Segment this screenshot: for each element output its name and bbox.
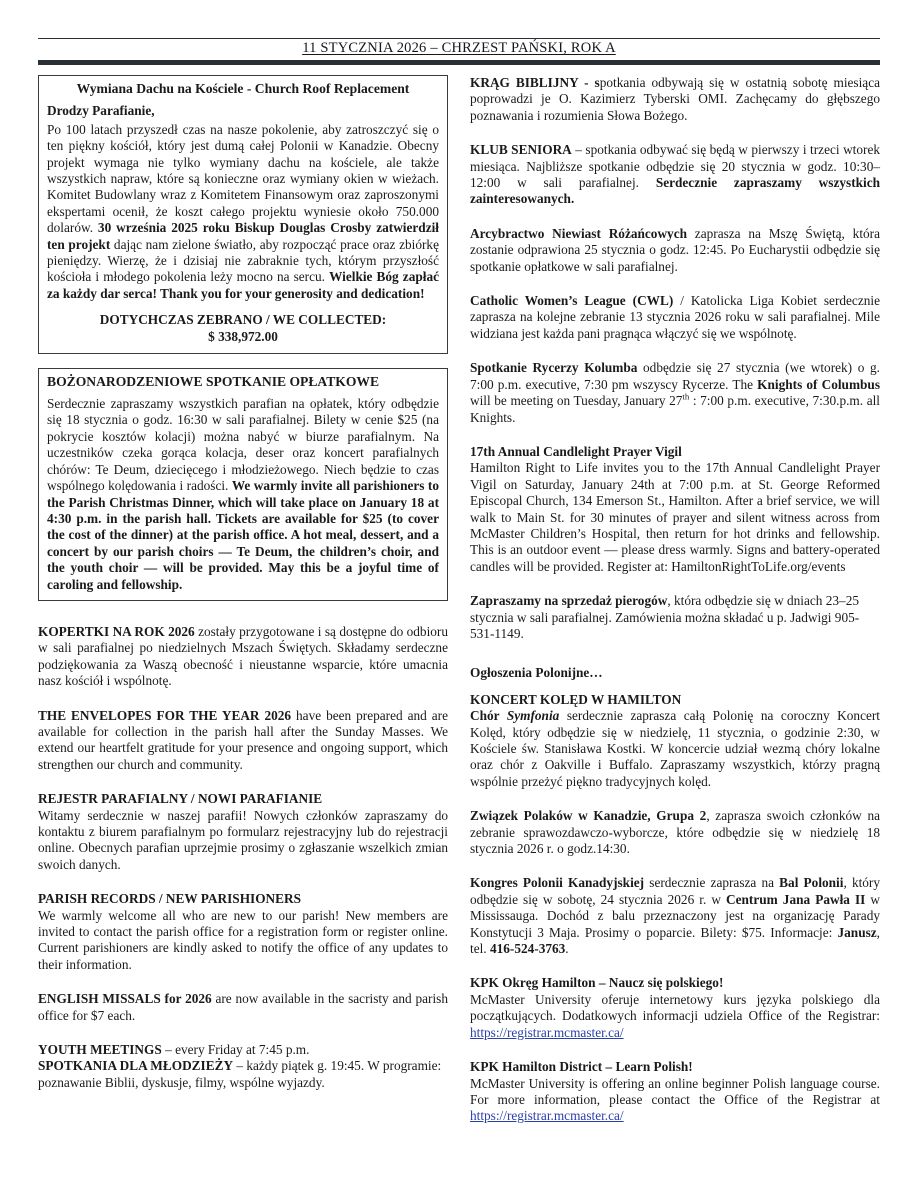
registry-en-heading: PARISH RECORDS / NEW PARISHIONERS [38,891,302,907]
spacer [470,966,880,975]
spacer [38,1033,448,1042]
spacer [470,866,880,875]
masthead [38,38,880,65]
koncert-heading: KONCERT KOLĘD W HAMILTON [470,691,682,707]
spacer [470,584,880,593]
spacer [38,615,448,624]
spacer [470,1050,880,1059]
pierogi-paragraph: Zapraszamy na sprzedaż pierogów, która odbędzie się w dniach 23–25 stycznia w sali parafialnej. Zamówienia można składać u p. Jadwigi 905-531-1149. [470,593,860,641]
spacer [38,699,448,708]
left-column [38,75,448,1100]
right-column [470,75,880,1134]
knights-of-columbus-paragraph: Spotkanie Rycerzy Kolumba odbędzie się 27 stycznia (we wtorek) o g. 7:00 p.m. executive, 7:30 pm wszyscy Rycerze. The Knights of Columbus will be meeting on Tuesday, January 27th : 7:00 p.m. executive, 7:30.p.m. all Knights. [470,360,880,425]
kpk-en-heading: KPK Hamilton District – Learn Polish! [470,1059,693,1075]
spacer [470,651,880,665]
bible-circle-paragraph: KRĄG BIBLIJNY - spotkania odbywają się w ostatnią sobotę miesiąca poprowadzi je O. Kazimierz Tyberski OMI. Zachęcamy do głębszego poznawania i rozumienia Słowa Bożego. [470,75,880,123]
spacer [470,435,880,444]
christmas-dinner-box [38,368,448,601]
collected-label: DOTYCHCZAS ZEBRANO / WE COLLECTED: [99,312,387,328]
envelopes-pl-paragraph: KOPERTKI NA ROK 2026 zostały przygotowane i są dostępne do odbioru w sali parafialnej po niedzielnych Mszach Świętych. Składamy serdeczne podziękowania za Waszą obecność i nieustanne wsparcie, które umacnia nasz kościół i wspólnotę. [38,623,449,689]
zwiazek-polakow-paragraph: Związek Polaków w Kanadzie, Grupa 2, zaprasza swoich członków na zebranie sprawozdawczo-wyborcze, które odbędzie się w niedzielę 18 stycznia 2026 r. o godz.14:30. [470,808,880,857]
spacer [38,782,448,791]
envelopes-en-paragraph: THE ENVELOPES FOR THE YEAR 2026 have been prepared and are available for collection in the parish hall after the Sunday Masses. We extend our heartfelt gratitude for your presence and ongoing support, which strengthen our church and community. [38,707,448,772]
masthead-rule-bottom [38,60,880,65]
collected-amount: $ 338,972.00 [208,329,278,345]
ordinal-suffix: th [682,391,690,402]
roof-replacement-box [38,75,448,354]
senior-club-paragraph: KLUB SENIORA – spotkania odbywać się będą w pierwszy i trzeci wtorek miesiąca. Najbliższe spotkanie odbędzie się 20 stycznia w godz. 10:30–12:00 w sali parafialnej. Serdecznie zapraszamy wszystkich zainteresowanych. [470,142,881,207]
oplatek-box-title: BOŻONARODZENIOWE SPOTKANIE OPŁATKOWE [47,373,380,389]
roof-box-salutation: Drodzy Parafianie, [47,103,155,119]
spacer [470,217,880,226]
youth-meetings-pl: SPOTKANIA DLA MŁODZIEŻY – każdy piątek g. 19:45. W programie: poznawanie Biblii, dyskusje, filmy, wspólne wyjazdy. [38,1058,442,1090]
page-title: 11 STYCZNIA 2026 – CHRZEST PAŃSKI, ROK A [302,40,616,56]
registrar-link-pl[interactable]: https://registrar.mcmaster.ca/ [470,1024,624,1040]
spacer [38,982,448,991]
spacer [38,882,448,891]
spacer [470,284,880,293]
two-column-layout [38,75,880,1134]
kpk-en-body: McMaster University is offering an online beginner Polish language course. For more information, please contact the Office of the Registrar at https://registrar.mcmaster.ca/ [470,1075,880,1124]
registry-pl-body: Witamy serdecznie w naszej parafii! Nowych członków zapraszamy do kontaktu z biurem parafialnym po formularz rejestracyjny lub do rejestracji online. Obecnych parafian uprzejmie prosimy o zgłaszanie wszelkich zmian swoich danych. [38,807,448,872]
vigil-heading: 17th Annual Candlelight Prayer Vigil [470,443,682,459]
cwl-paragraph: Catholic Women’s League (CWL) / Katolicka Liga Kobiet serdecznie zaprasza na kolejne zebranie 13 stycznia 2026 roku w sali parafialnej. Mile widziana jest każda pani pragnąca włączyć się we wspólnotę. [470,293,880,341]
kpk-pl-heading: KPK Okręg Hamilton – Naucz się polskiego! [470,975,724,991]
registrar-link-en[interactable]: https://registrar.mcmaster.ca/ [470,1108,624,1124]
roof-box-body: Po 100 latach przyszedł czas na nasze pokolenie, aby zatroszczyć się o ten piękny kościół, który jest dumą całej Polonii w Kanadzie. Obecny projekt wymaga nie tylko wymiany dachu na kościele, ale także wszystkich napraw, które są konieczne oraz wymiany okien w wieżach. Komitet Budowlany wraz z Komitetem Finansowym oraz zaproszonymi ekspertami ocenił, że koszt całego projektu wyniesie około 750.000 dolarów. 30 września 2025 roku Biskup Douglas Crosby zatwierdził ten projekt dając nam zielone światło, aby rozpocząć prace oraz zbiórkę pieniędzy. Wierzę, że i dzisiaj nie zabraknie tych, którym przyszłość kościoła i młodego pokolenia leży mocno na sercu. Wielkie Bóg zapłać za każdy dar serca! Thank you for your generosity and dedication! [47,121,439,301]
rosary-confraternity-paragraph: Arcybractwo Niewiast Różańcowych zaprasza na Mszę Świętą, która zostanie odprawiona 25 stycznia o godz. 12:45. Po Eucharystii odbędzie się spotkanie opłatkowe w sali parafialnej. [470,225,880,274]
kpk-pl-body: McMaster University oferuje internetowy kurs języka polskiego dla początkujących. Dodatkowych informacji udziela Office of the Registrar: https://registrar.mcmaster.ca/ [470,991,880,1040]
spacer [470,351,880,360]
polonia-announcements-heading: Ogłoszenia Polonijne… [470,665,603,681]
koncert-body: Chór Symfonia serdecznie zaprasza całą Polonię na coroczny Koncert Kolęd, który odbędzie się w niedzielę, 11 stycznia, o godzinie 2:30, w Kościele św. Stanisława Kostki. W koncercie udział wezmą chóry lokalne oraz chór z Oakville i Buffalo. Zapraszamy wszystkich, którzy pragną wspólnie przeżyć piękno tradycyjnych kolęd. [470,708,880,789]
vigil-body: Hamilton Right to Life invites you to the 17th Annual Candlelight Prayer Vigil on Saturday, January 24th at 7:00 p.m. at St. George Reformed Episcopal Church, 134 Emerson St., Hamilton. After a brief service, we will walk to Main St. for 30 minutes of prayer and silent witness across from McMaster Children’s Hospital, then return for hot drinks and fellowship. This is an outdoor event — please dress warmly. Signs and battery-operated candles will be provided. Register at: HamiltonRightToLife.org/events [470,460,880,574]
spacer [470,799,880,808]
roof-box-title: Wymiana Dachu na Kościele - Church Roof Replacement [76,81,410,96]
oplatek-box-body: Serdecznie zapraszamy wszystkich parafian na opłatek, który odbędzie się 18 stycznia o godz. 16:30 w sali parafialnej. Bilety w cenie $25 (na pokrycie kosztów kolacji) można nabyć w biurze parafialnym. Na uczestników czeka gorąca kolacja, deser oraz koncert parafialnych chórów: Te Deum, dziecięcego i młodzieżowego. Niech będzie to czas wspólnego kolędowania i radości. We warmly invite all parishioners to the Parish Christmas Dinner, which will take place on January 18 at 4:30 p.m. in the parish hall. Tickets are available for $25 (to cover the cost of the dinner) at the parish office. A hot meal, dessert, and a concert by our parish choirs — Te Deum, the children’s choir, and the youth choir — will be provided. May this be a joyful time of caroling and fellowship. [47,396,439,592]
registry-en-body: We warmly welcome all who are new to our parish! New members are invited to contact the parish office for a registration form or register online. Current parishioners are kindly asked to notify the office of any updates to their information. [38,907,448,972]
kongres-polonii-paragraph: Kongres Polonii Kanadyjskiej serdecznie zaprasza na Bal Polonii, który odbędzie się w sobotę, 24 stycznia 2026 r. w Centrum Jana Pawła II w Mississauga. Dochód z balu przeznaczony jest na organizację Parady Konstytucji 3 Maja. Prosimy o poparcie. Bilety: $75. Informacje: Janusz, tel. 416-524-3763. [470,875,881,957]
youth-meetings-en: YOUTH MEETINGS – every Friday at 7:45 p.m. [38,1042,310,1058]
registry-pl-heading: REJESTR PARAFIALNY / NOWI PARAFIANIE [38,791,323,807]
spacer [470,133,880,142]
missals-paragraph: ENGLISH MISSALS for 2026 are now available in the sacristy and parish office for $7 each. [38,991,448,1023]
